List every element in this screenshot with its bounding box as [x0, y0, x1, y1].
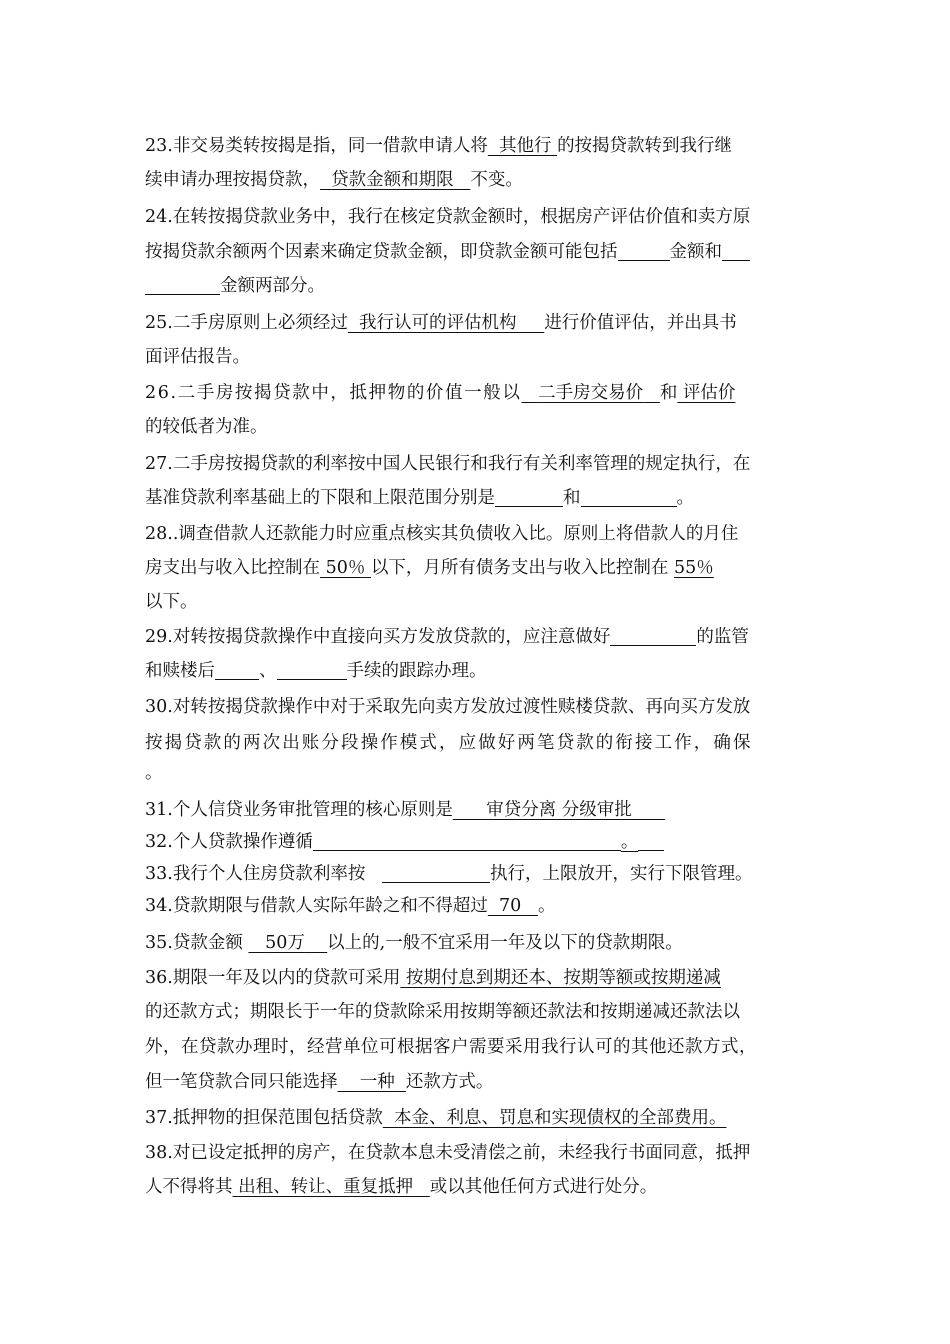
answer-text: 本金、利息、罚息和实现债权的全部费用。 [393, 1108, 727, 1128]
fill-blank [313, 830, 621, 851]
answer-text: 一种 [359, 1072, 395, 1092]
question-text: 、 [259, 661, 277, 681]
question-23-line-2 [145, 164, 810, 197]
fill-blank [215, 659, 259, 680]
question-24-line-2 [145, 236, 810, 269]
answer-text: 70 [498, 896, 522, 916]
question-33 [145, 858, 810, 891]
question-text: 35.贷款金额 [145, 933, 243, 953]
fill-blank [618, 240, 670, 261]
question-text: 不变。 [470, 170, 523, 190]
question-text: 。 [676, 488, 694, 508]
question-text: 以上的,一般不宜采用一年及以下的贷款期限。 [327, 933, 683, 953]
answer-text: 审贷分离 分级审批 [486, 800, 632, 820]
question-text: 按揭贷款余额两个因素来确定贷款金额，即贷款金额可能包括 [145, 242, 618, 262]
question-text: 和赎楼后 [145, 661, 215, 681]
question-text: 的还款方式；期限长于一年的贷款除采用按期等额还款法和按期递减还款法以 [145, 1002, 740, 1022]
fill-blank [581, 486, 677, 507]
question-28-line-2 [145, 552, 810, 585]
fill-blank [382, 862, 490, 883]
answer-text: 二手房交易价 [538, 383, 644, 403]
question-text: 按揭贷款的两次出账分段操作模式，应做好两笔贷款的衔接工作，确保 [145, 733, 753, 753]
question-text: 外，在贷款办理时，经营单位可根据客户需要采用我行认可的其他还款方式， [145, 1037, 757, 1057]
question-text: 33.我行个人住房贷款利率按 [145, 864, 366, 884]
question-text: 24.在转按揭贷款业务中，我行在核定贷款金额时，根据房产评估价值和卖方原 [145, 207, 751, 227]
question-24-line-3 [145, 270, 810, 303]
question-37 [145, 1102, 810, 1135]
answer-text: 其他行 [498, 136, 552, 156]
question-text: 手续的跟踪办理。 [346, 661, 487, 681]
question-38-line-2 [145, 1171, 810, 1204]
question-text: 38.对已设定抵押的房产，在贷款本息未受清偿之前，未经我行书面同意，抵押 [145, 1143, 751, 1163]
question-text: 金额两部分。 [220, 276, 325, 296]
question-text: 。 [537, 896, 556, 916]
question-36-line-3 [145, 1031, 810, 1064]
question-36 [145, 962, 810, 995]
question-36-line-2 [145, 996, 810, 1029]
question-text: 27.二手房按揭贷款的利率按中国人民银行和我行有关利率管理的规定执行，在 [145, 454, 751, 474]
question-text: 执行，上限放开，实行下限管理。 [490, 864, 753, 884]
question-35 [145, 927, 810, 960]
question-text: 34.贷款期限与借款人实际年龄之和不得超过 [145, 896, 488, 916]
question-30-line-3 [145, 757, 810, 790]
question-text: 和 [563, 488, 581, 508]
answer-text: 50％ [325, 558, 366, 578]
question-34 [145, 890, 810, 923]
question-31 [145, 794, 810, 827]
question-text: 32.个人贷款操作遵循 [145, 832, 313, 852]
question-text: 的较低者为准。 [145, 417, 268, 437]
question-text: 还款方式。 [405, 1072, 494, 1092]
question-text: 。 [145, 763, 163, 783]
question-28 [145, 518, 810, 551]
question-text: 但一笔贷款合同只能选择 [145, 1072, 338, 1092]
question-text: 以下。 [145, 592, 198, 612]
question-30-line-2 [145, 727, 810, 760]
question-text: 金额和 [669, 242, 722, 262]
question-text: 37.抵押物的担保范围包括贷款 [145, 1108, 383, 1128]
question-text: 29.对转按揭贷款操作中直接向买方发放贷款的，应注意做好 [145, 627, 611, 647]
question-text: 续申请办理按揭贷款， [145, 170, 320, 190]
question-text: 26.二手房按揭贷款中，抵押物的价值一般以 [145, 383, 522, 403]
fill-blank [610, 625, 696, 646]
question-text: 的按揭贷款转到我行继 [557, 136, 733, 156]
question-text: 30.对转按揭贷款操作中对于采取先向卖方发放过渡性赎楼贷款、再向买方发放 [145, 697, 751, 717]
question-27-line-2 [145, 482, 810, 515]
question-30 [145, 691, 810, 724]
question-text: 面评估报告。 [145, 347, 250, 367]
question-38 [145, 1137, 810, 1170]
answer-text: 我行认可的评估机构 [358, 313, 517, 333]
question-text: 。 [620, 832, 639, 852]
question-32 [145, 826, 810, 859]
fill-blank [145, 274, 220, 295]
question-29 [145, 621, 810, 654]
fill-blank [638, 830, 664, 851]
question-text: 以下，月所有债务支出与收入比控制在 [370, 558, 669, 578]
fill-blank [495, 486, 563, 507]
question-29-line-2 [145, 655, 810, 688]
question-28-line-3 [145, 586, 810, 619]
question-text: 人不得将其 [145, 1177, 233, 1197]
question-36-line-4 [145, 1066, 810, 1099]
answer-text: 50万 [265, 933, 305, 953]
question-text: 基准贷款利率基础上的下限和上限范围分别是 [145, 488, 495, 508]
question-27 [145, 448, 810, 481]
question-text: 和 [659, 383, 678, 403]
question-text: 36.期限一年及以内的贷款可采用 [145, 968, 401, 988]
question-text: 31.个人信贷业务审批管理的核心原则是 [145, 800, 453, 820]
question-text: 或以其他任何方式进行处分。 [429, 1177, 658, 1197]
answer-text: 评估价 [682, 383, 736, 403]
answer-text: 55％ [674, 558, 714, 578]
question-26 [145, 377, 810, 410]
answer-text: 出租、转让、重复抵押 [238, 1177, 414, 1197]
question-text: 25.二手房原则上必须经过 [145, 313, 348, 333]
question-text: 23.非交易类转按揭是指，同一借款申请人将 [145, 136, 488, 156]
fill-blank [722, 240, 750, 261]
question-text: 28..调查借款人还款能力时应重点核实其负债收入比。原则上将借款人的月住 [145, 524, 739, 544]
fill-blank [277, 659, 347, 680]
question-text: 的监管 [696, 627, 749, 647]
question-25 [145, 307, 810, 340]
question-text: 房支出与收入比控制在 [145, 558, 320, 578]
question-text: 进行价值评估，并出具书 [544, 313, 737, 333]
answer-text: 按期付息到期还本、按期等额或按期递减 [405, 968, 721, 988]
question-24 [145, 201, 810, 234]
answer-text: 贷款金额和期限 [331, 170, 454, 190]
question-25-line-2 [145, 341, 810, 374]
question-26-line-2 [145, 411, 810, 444]
question-23 [145, 130, 810, 163]
